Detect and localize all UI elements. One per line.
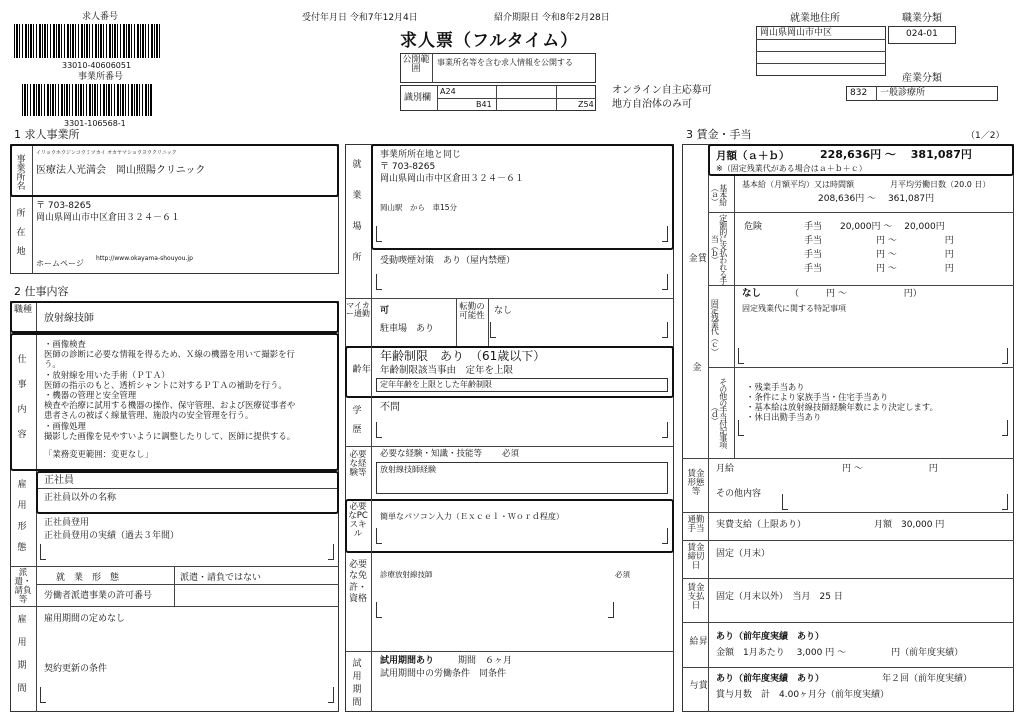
- work-location-value: 岡山県岡山市中区: [760, 28, 833, 38]
- job-type: 放射線技師: [44, 313, 94, 324]
- experience-label: 必要な経験等: [349, 450, 367, 478]
- car-commute: 可: [380, 306, 390, 316]
- local-gov-only: 地方自治体のみ可: [612, 99, 692, 110]
- office-zip: 〒 703-8265: [36, 201, 92, 211]
- bonus-label: 賞与: [687, 679, 707, 701]
- dispatch-value: 派遣・請負ではない: [180, 573, 262, 583]
- payday: 固定（月末以外） 当月 25 日: [716, 592, 843, 602]
- received-date: 受付年月日 令和7年12月4日: [302, 13, 418, 23]
- job-number-label: 求人番号: [82, 12, 119, 22]
- experience: 放射線技師経験: [380, 465, 436, 474]
- workplace: 事業所所在地と同じ: [380, 150, 462, 160]
- wage-form-label: 賃金形態等: [687, 469, 705, 497]
- age-note: 定年年齢を上限とした年齢制限: [380, 380, 492, 389]
- homepage-label: ホームページ: [36, 259, 84, 268]
- industry-name: 一般診療所: [880, 88, 926, 98]
- pc-skill: 簡単なパソコン入力（Ｅｘｃｅｌ・Ｗｏｒｄ程度）: [380, 512, 564, 521]
- office-name: 医療法人光満会 岡山照陽クリニック: [36, 165, 206, 176]
- homepage-url[interactable]: http://www.okayama-shouyou.jp: [96, 255, 193, 262]
- raise-amount: 金額 1月あたり 3,000 円 〜 円（前年度実績）: [716, 648, 964, 658]
- dispatch-label: 派遣・請負等: [14, 568, 32, 605]
- office-number-label: 事業所番号: [78, 72, 124, 82]
- office-address: 岡山県岡山市中区倉田３２４－６１: [36, 213, 181, 223]
- raise: あり（前年度実績 あり）: [716, 632, 825, 642]
- wage-form-range: 円 〜 円: [842, 464, 938, 474]
- renewal-conditions: 契約更新の条件: [44, 664, 108, 674]
- closing-day-label: 賃金締切日: [687, 543, 705, 571]
- office-name-kana: イリョウホウジンコウミツカイ オカヤマショウヨウクリニック: [36, 150, 177, 156]
- closing-day: 固定（月末）: [716, 549, 771, 559]
- commute-allowance-value: 月額 30,000 円: [874, 520, 945, 530]
- fixed-overtime-range: （ 円 〜 円）: [790, 289, 922, 299]
- fixed-overtime-label: 固定残業代（ｃ）: [710, 299, 720, 355]
- work-location-label: 就業地住所: [790, 13, 840, 24]
- employment-period: 雇用期間の定めなし: [44, 614, 126, 624]
- other-allowances: ・残業手当あり ・条件により家族手当・住宅手当あり ・基本給は放射線技師経験年数により決定します。 ・休日出勤手当あり: [746, 382, 938, 422]
- payday-label: 賃金支払日: [687, 583, 705, 611]
- fixed-allowance-label: 定額的に支払われる手当（ｂ）: [710, 214, 728, 284]
- id-label: 識別欄: [404, 93, 432, 103]
- employment-type-label: 雇用形態: [15, 479, 26, 563]
- workplace-address: 岡山県岡山市中区倉田３２４－６１: [380, 174, 525, 184]
- employment-type: 正社員: [44, 475, 74, 486]
- allowance-3-value: 手当 円 〜 円: [804, 250, 954, 260]
- trial-label: 試用期間: [350, 658, 361, 710]
- commute-allowance: 実費支給（上限あり）: [716, 520, 807, 530]
- monthly-wage-label: 月額（ａ＋ｂ）: [716, 150, 790, 162]
- license-label: 必要な免許・資格: [348, 560, 367, 604]
- trial-duration: 期間 ６ヶ月: [458, 656, 513, 666]
- monthly-wage-value: 228,636円 〜 381,087円: [820, 148, 972, 161]
- public-range-label: 公開範囲: [402, 55, 430, 75]
- transfer-label: 転勤の可能性: [459, 302, 485, 321]
- workplace-zip: 〒 703-8265: [380, 162, 436, 172]
- page-title: 求人票（フルタイム）: [400, 31, 579, 51]
- raise-label: 昇給: [687, 635, 707, 657]
- nearest-station: 岡山駅 から 車15分: [380, 203, 458, 212]
- id-z: Z54: [578, 100, 594, 109]
- dispatch-header: 就 業 形 態: [56, 573, 120, 583]
- job-type-label: 職種: [13, 305, 32, 315]
- work-days-header: 月平均労働日数（20.0 日）: [890, 180, 991, 189]
- job-description-label: 仕事内容: [15, 354, 26, 454]
- age-label: 年齢: [350, 363, 370, 385]
- experience-required: 必須: [502, 449, 520, 459]
- job-class-value: 024-01: [906, 29, 938, 39]
- office-address-label: 所在地: [14, 207, 25, 265]
- online-apply: オンライン自主応募可: [612, 85, 712, 96]
- allowance-1-name: 危険: [744, 222, 763, 232]
- industry-code: 832: [850, 88, 868, 98]
- parking: 駐車場 あり: [380, 324, 435, 334]
- section-3-title: 3 賃金・手当: [686, 128, 752, 141]
- monthly-wage-note: ※（固定残業代がある場合はａ＋ｂ＋ｃ）: [716, 164, 867, 173]
- experience-header: 必要な経験・知識・技能等: [380, 449, 483, 459]
- trial-conditions: 試用期間中の労働条件 同条件: [380, 669, 507, 679]
- industry-label: 産業分類: [902, 73, 942, 84]
- trial-period: 試用期間あり: [380, 656, 435, 666]
- wage-form-other: その他内容: [716, 489, 762, 499]
- smoking-policy: 受動喫煙対策 あり（屋内禁煙）: [380, 256, 516, 266]
- license: 診療放射線技師: [380, 570, 433, 579]
- workplace-label: 就業場所: [350, 159, 361, 283]
- fixed-overtime: なし: [742, 288, 762, 299]
- id-b: B41: [476, 100, 492, 109]
- allowance-2-value: 手当 円 〜 円: [804, 236, 954, 246]
- wage-label: 賃金: [686, 252, 706, 284]
- office-number: 3301-106568-1: [64, 119, 126, 128]
- regular-promotion: 正社員登用: [44, 518, 90, 528]
- license-required: 必須: [615, 570, 630, 579]
- wage-form: 月給: [716, 464, 735, 474]
- job-number-barcode: [14, 24, 162, 58]
- wage-label-2: 金: [692, 363, 702, 373]
- age-reason: 年齢制限該当事由 定年を上限: [380, 365, 514, 376]
- page-number: （1／2）: [966, 131, 1005, 141]
- employment-period-label: 雇用期間: [15, 614, 26, 706]
- car-commute-label: マイカー通勤: [346, 301, 370, 319]
- bonus-months: 賞与月数 計 4.00ヶ月分（前年度実績）: [716, 690, 890, 700]
- education: 不問: [380, 402, 400, 413]
- office-name-label: 事業所名: [14, 154, 25, 190]
- job-number: 33010-40606051: [62, 61, 132, 70]
- section-2-title: 2 仕事内容: [14, 285, 69, 298]
- education-label: 学歴: [350, 405, 361, 443]
- bonus-times: 年２回（前年度実績）: [882, 674, 973, 684]
- non-regular-name-label: 正社員以外の名称: [44, 493, 117, 503]
- section-1-title: 1 求人事業所: [14, 128, 80, 141]
- pc-skill-frame: [345, 499, 674, 553]
- regular-promotion-record: 正社員登用の実績（過去３年間）: [44, 531, 180, 541]
- pc-skill-label: 必要なPCスキル: [348, 502, 368, 539]
- job-description: ・画像検査 医師の診断に必要な情報を得るため、Ｘ線の機器を用いて撮影を行 う。 ・放射線を用いた手術（ＰＴＡ） 医師の指示のもと、透析シャントに対するＰＴＡの補助を行う。 ・機器の管理と安全管理 検査や治療に試用する機器の操作、保守管理、および医療従事者や 患者さんの被ばく線量管理、施設内の安全管理を行う。 ・画像処理 撮影した画像を見やすいように調整したりして、医師に提供する。 「業務変更範囲：変更なし」: [44, 339, 296, 460]
- job-class-label: 職業分類: [902, 13, 942, 24]
- allowance-1-value: 手当 20,000円 〜 20,000円: [804, 222, 945, 232]
- age-limit: 年齢制限 あり （61歳以下）: [380, 349, 546, 363]
- commute-label: 通勤手当: [687, 515, 705, 534]
- office-number-barcode: [22, 84, 152, 116]
- bonus: あり（前年度実績 あり）: [716, 674, 825, 684]
- base-pay-header: 基本給（月額平均）又は時間額: [742, 180, 854, 189]
- other-allowance-label: その他の手当付記事項（ｄ）: [710, 378, 728, 448]
- public-range-value: 事業所名等を含む求人情報を公開する: [437, 58, 573, 67]
- dispatch-license: 労働者派遣事業の許可番号: [44, 591, 153, 601]
- referral-deadline: 紹介期限日 令和8年2月28日: [494, 13, 610, 23]
- allowance-4-value: 手当 円 〜 円: [804, 264, 954, 274]
- fixed-overtime-note-label: 固定残業代に関する特記事項: [742, 304, 846, 313]
- base-pay-label: 基本給（ａ）: [710, 183, 728, 205]
- id-a: A24: [440, 87, 456, 96]
- base-pay-value: 208,636円 〜 361,087円: [818, 194, 935, 204]
- transfer: なし: [494, 306, 513, 316]
